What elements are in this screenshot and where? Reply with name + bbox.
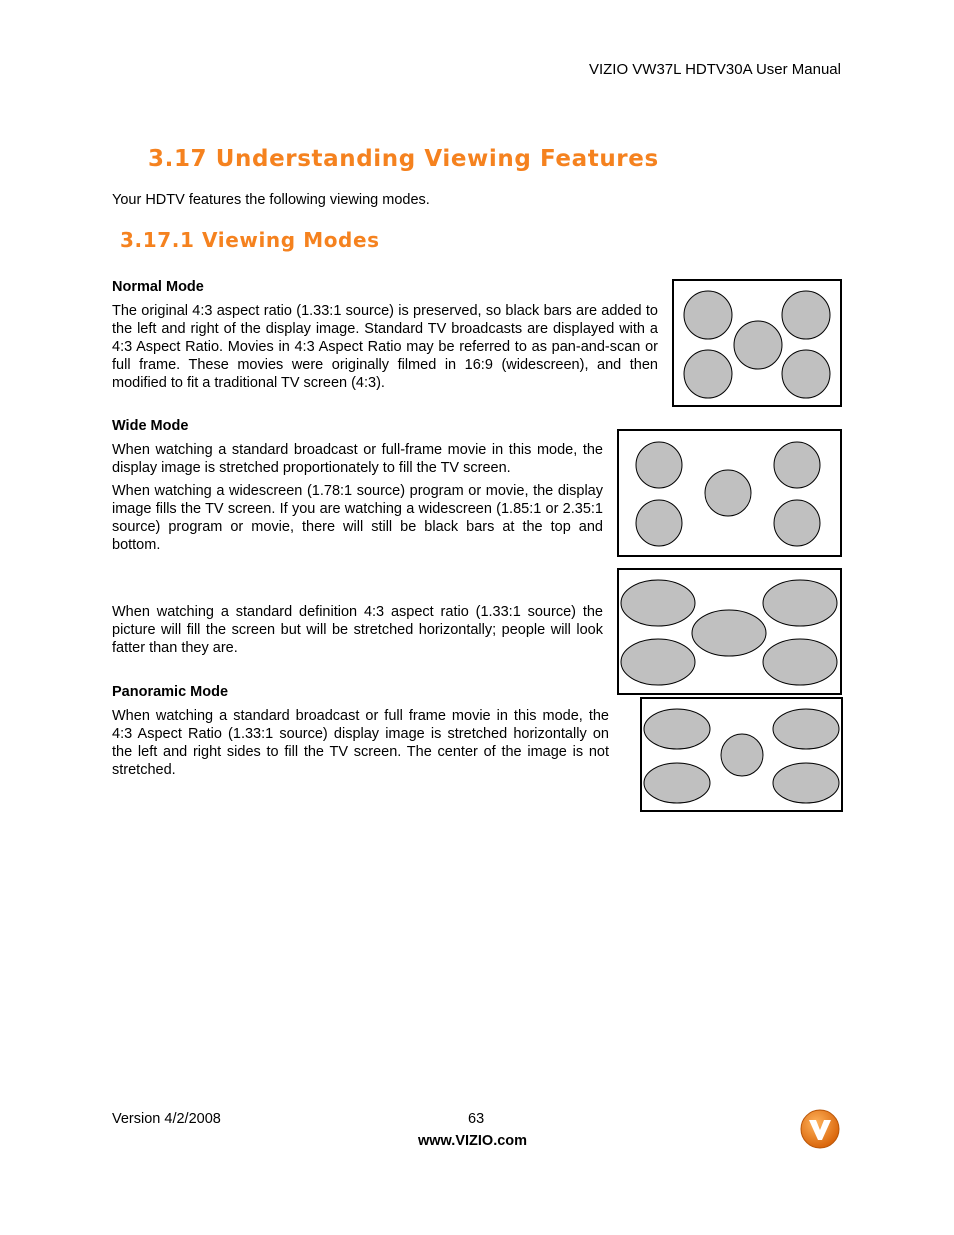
normal-mode-title: Normal Mode	[112, 279, 204, 295]
wide-mode-title: Wide Mode	[112, 418, 189, 434]
circle	[636, 442, 682, 488]
circle	[782, 350, 830, 398]
circle	[684, 350, 732, 398]
circle	[636, 500, 682, 546]
ellipse	[621, 639, 695, 685]
wide-mode-illustration	[617, 429, 843, 558]
ellipse	[692, 610, 766, 656]
panoramic-mode-illustration	[640, 697, 844, 813]
footer-url[interactable]: www.VIZIO.com	[418, 1133, 528, 1149]
section-heading: 3.17 Understanding Viewing Features	[148, 146, 659, 172]
vizio-logo-icon	[800, 1109, 840, 1149]
ellipse	[763, 639, 837, 685]
ellipse	[621, 580, 695, 626]
ellipse	[773, 709, 839, 749]
circle	[782, 291, 830, 339]
circle	[705, 470, 751, 516]
circle	[774, 442, 820, 488]
ellipse	[644, 709, 710, 749]
subsection-heading: 3.17.1 Viewing Modes	[120, 228, 380, 252]
ellipse	[763, 580, 837, 626]
footer-version: Version 4/2/2008	[112, 1111, 221, 1127]
header-title: VIZIO VW37L HDTV30A User Manual	[588, 61, 841, 78]
page-number: 63	[468, 1111, 485, 1127]
circle	[734, 321, 782, 369]
panoramic-mode-text: When watching a standard broadcast or full frame movie in this mode, the 4:3 Aspect Ratio (1.33:1 source) display image is stretched horizontally on the left and right sides to fill the TV screen. The center of the image is not stretched.	[112, 708, 609, 778]
wide-mode-text-2: When watching a widescreen (1.78:1 source) program or movie, the display image fills the TV screen. If you are watching a widescreen (1.85:1 or 2.35:1 source) program or movie, there will still be black bars at the top and bottom.	[112, 483, 603, 553]
circle	[721, 734, 763, 776]
wide-mode-text-3: When watching a standard definition 4:3 aspect ratio (1.33:1 source) the picture will fill the screen but will be stretched horizontally; people will look fatter than they are.	[112, 604, 603, 656]
section-intro: Your HDTV features the following viewing modes.	[112, 192, 430, 208]
wide-mode-stretched-illustration	[617, 568, 843, 696]
circle	[684, 291, 732, 339]
normal-mode-illustration	[672, 279, 843, 409]
ellipse	[644, 763, 710, 803]
panoramic-mode-title: Panoramic Mode	[112, 684, 229, 700]
ellipse	[773, 763, 839, 803]
normal-mode-text: The original 4:3 aspect ratio (1.33:1 source) is preserved, so black bars are added to the left and right of the display image. Standard TV broadcasts are displayed with a 4:3 Aspect Ratio. Movies in 4:3 Aspect Ratio may be referred to as pan-and-scan or full frame. These movies were originally filmed in 16:9 (widescreen), and then modified to fit a traditional TV screen (4:3).	[112, 303, 658, 391]
circle	[774, 500, 820, 546]
wide-mode-text-1: When watching a standard broadcast or full-frame movie in this mode, the display image is stretched proportionately to fill the TV screen.	[112, 442, 603, 476]
